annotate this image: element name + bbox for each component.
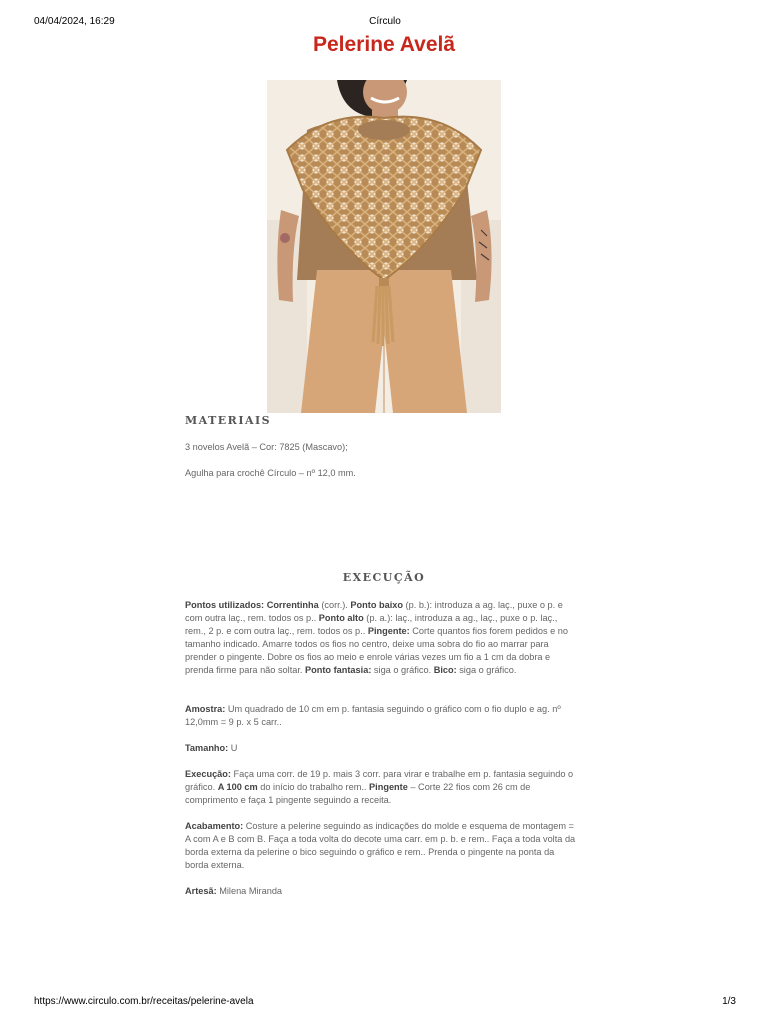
execucao-heading: EXECUÇÃO <box>342 571 426 584</box>
acabamento-label: Acabamento: <box>185 821 244 831</box>
hero-image <box>267 80 501 413</box>
amostra-label: Amostra: <box>185 704 226 714</box>
ponto-baixo-text: (p. b.): introduza a ag. laç., puxe o p. e com outra laç., rem. todos os p.. <box>185 600 563 623</box>
execucao-text-2: do início do trabalho rem.. <box>257 782 370 792</box>
artesa-text: Milena Miranda <box>216 886 283 896</box>
print-site-name: Círculo <box>369 16 401 27</box>
pontos-paragraph <box>185 599 580 677</box>
tamanho-label: Tamanho: <box>185 743 229 753</box>
amostra-paragraph <box>185 703 580 729</box>
artesa-paragraph <box>185 885 580 898</box>
bico-label: Bico: <box>433 665 457 675</box>
pingente-text: Corte quantos fios forem pedidos e no tamanho indicado. Amarre todos os fios no centro, deixe uma sobra do fio ao marrar para prender o pingente. Dobre os fios ao meio e enrole várias vezes um fio a 1 cm da dobra e prenda firme para não soltar. <box>185 626 568 675</box>
page-indicator: 1/3 <box>722 996 736 1007</box>
print-date: 04/04/2024, 16:29 <box>34 16 115 27</box>
execucao-paragraph <box>185 768 580 807</box>
correntinha-label: Correntinha <box>266 600 319 610</box>
execucao-label: Execução: <box>185 769 231 779</box>
execucao-pingente-label: Pingente <box>369 782 408 792</box>
pingente-label: Pingente: <box>367 626 410 636</box>
tamanho-paragraph <box>185 742 580 755</box>
print-url[interactable]: https://www.circulo.com.br/receitas/pelerine-avela <box>34 996 254 1007</box>
pontos-label: Pontos utilizados: <box>185 600 265 610</box>
acabamento-text: Costure a pelerine seguindo as indicações do molde e esquema de montagem = A com A e B com B. Faça a toda volta do decote uma carr. em p. b. e rem.. Faça a toda volta da borda externa da pelerine o bico seguindo o gráfico e rem.. Prenda o pingente na ponta da borda externa. <box>185 821 576 870</box>
hero-photo-illustration <box>267 80 501 413</box>
materiais-item-1: 3 novelos Avelã – Cor: 7825 (Mascavo); <box>185 442 348 452</box>
acabamento-paragraph <box>185 820 580 872</box>
ponto-baixo-label: Ponto baixo <box>350 600 403 610</box>
print-footer <box>34 996 736 1010</box>
correntinha-text: (corr.). <box>318 600 351 610</box>
amostra-text: Um quadrado de 10 cm em p. fantasia seguindo o gráfico com o fio duplo e ag. nº 12,0mm = 9 p. x 5 carr.. <box>185 704 561 727</box>
ponto-alto-text: (p. a.): laç., introduza a ag., laç., puxe o p. laç., rem., 2 p. e com outra laç., rem. todos os p.. <box>185 613 558 636</box>
materiais-heading: MATERIAIS <box>185 414 272 427</box>
fantasia-text: siga o gráfico. <box>371 665 434 675</box>
page-title: Pelerine Avelã <box>312 33 456 56</box>
execucao-text-3: – Corte 22 fios com 26 cm de comprimento e faça 1 pingente seguindo a receita. <box>185 782 531 805</box>
bico-text: siga o gráfico. <box>456 665 517 675</box>
materiais-item-2: Agulha para crochê Círculo – nº 12,0 mm. <box>185 468 356 478</box>
ponto-alto-label: Ponto alto <box>318 613 364 623</box>
tamanho-text: U <box>228 743 238 753</box>
fantasia-label: Ponto fantasia: <box>305 665 372 675</box>
execucao-text-1: Faça uma corr. de 19 p. mais 3 corr. para virar e trabalhe em p. fantasia seguindo o gráfico. <box>185 769 574 792</box>
artesa-label: Artesã: <box>185 886 217 896</box>
a100-label: A 100 cm <box>217 782 258 792</box>
print-header <box>34 16 736 30</box>
